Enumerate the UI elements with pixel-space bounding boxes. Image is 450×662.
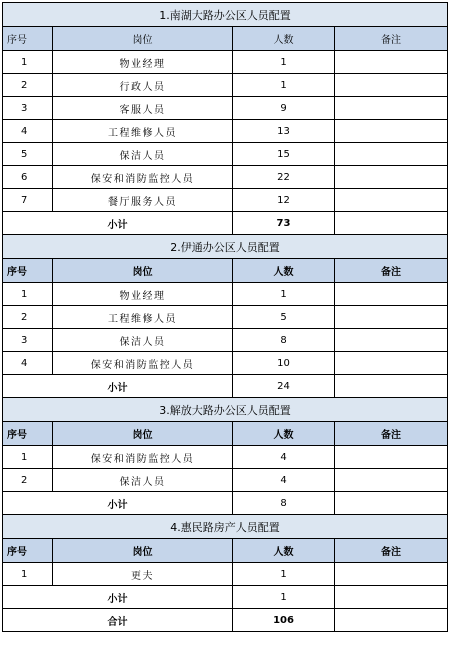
section-title: 2.伊通办公区人员配置 [3, 235, 448, 259]
subtotal-value: 73 [233, 212, 335, 235]
row-note [335, 283, 448, 306]
subtotal-value: 8 [233, 492, 335, 515]
grand-total-row [3, 609, 448, 632]
section-title: 1.南湖大路办公区人员配置 [3, 3, 448, 27]
column-header-num: 序号 [3, 259, 53, 283]
row-number: 3 [3, 97, 53, 120]
row-position: 餐厅服务人员 [53, 189, 233, 212]
row-number: 4 [3, 352, 53, 375]
row-note [335, 166, 448, 189]
column-header-row [3, 259, 448, 283]
column-header-count: 人数 [233, 422, 335, 446]
row-count: 12 [233, 189, 335, 212]
row-position: 物业经理 [53, 283, 233, 306]
table-row [3, 446, 448, 469]
subtotal-note [335, 375, 448, 398]
section-title-row [3, 515, 448, 539]
section-title: 4.惠民路房产人员配置 [3, 515, 448, 539]
row-count: 1 [233, 51, 335, 74]
table-row [3, 51, 448, 74]
row-note [335, 120, 448, 143]
row-count: 1 [233, 283, 335, 306]
row-number: 1 [3, 283, 53, 306]
row-position: 物业经理 [53, 51, 233, 74]
grand-total-value: 106 [233, 609, 335, 632]
column-header-count: 人数 [233, 539, 335, 563]
row-number: 4 [3, 120, 53, 143]
subtotal-note [335, 586, 448, 609]
row-count: 10 [233, 352, 335, 375]
row-number: 2 [3, 306, 53, 329]
row-position: 保洁人员 [53, 143, 233, 166]
staffing-table-body [3, 3, 448, 632]
column-header-note: 备注 [335, 422, 448, 446]
column-header-num: 序号 [3, 539, 53, 563]
row-position: 工程维修人员 [53, 306, 233, 329]
row-note [335, 469, 448, 492]
grand-total-note [335, 609, 448, 632]
row-count: 13 [233, 120, 335, 143]
row-position: 保洁人员 [53, 469, 233, 492]
subtotal-label: 小计 [3, 375, 233, 398]
column-header-position: 岗位 [53, 422, 233, 446]
subtotal-note [335, 212, 448, 235]
column-header-position: 岗位 [53, 259, 233, 283]
row-count: 4 [233, 469, 335, 492]
column-header-count: 人数 [233, 259, 335, 283]
section-title-row [3, 398, 448, 422]
staffing-table [2, 2, 448, 632]
table-row [3, 563, 448, 586]
subtotal-label: 小计 [3, 586, 233, 609]
row-position: 保安和消防监控人员 [53, 446, 233, 469]
subtotal-row [3, 586, 448, 609]
row-position: 行政人员 [53, 74, 233, 97]
section-title-row [3, 3, 448, 27]
row-note [335, 74, 448, 97]
column-header-row [3, 27, 448, 51]
grand-total-label: 合计 [3, 609, 233, 632]
column-header-row [3, 422, 448, 446]
column-header-position: 岗位 [53, 27, 233, 51]
column-header-note: 备注 [335, 259, 448, 283]
row-position: 保安和消防监控人员 [53, 166, 233, 189]
section-title: 3.解放大路办公区人员配置 [3, 398, 448, 422]
column-header-num: 序号 [3, 27, 53, 51]
row-number: 1 [3, 51, 53, 74]
row-number: 6 [3, 166, 53, 189]
row-count: 5 [233, 306, 335, 329]
column-header-row [3, 539, 448, 563]
row-count: 8 [233, 329, 335, 352]
table-row [3, 469, 448, 492]
column-header-note: 备注 [335, 539, 448, 563]
row-note [335, 446, 448, 469]
table-row [3, 97, 448, 120]
row-note [335, 352, 448, 375]
row-note [335, 51, 448, 74]
row-note [335, 563, 448, 586]
row-note [335, 143, 448, 166]
table-row [3, 143, 448, 166]
column-header-position: 岗位 [53, 539, 233, 563]
table-row [3, 329, 448, 352]
subtotal-row [3, 375, 448, 398]
table-row [3, 120, 448, 143]
row-count: 1 [233, 74, 335, 97]
subtotal-label: 小计 [3, 212, 233, 235]
row-count: 22 [233, 166, 335, 189]
subtotal-note [335, 492, 448, 515]
table-row [3, 189, 448, 212]
table-row [3, 306, 448, 329]
row-number: 7 [3, 189, 53, 212]
subtotal-row [3, 492, 448, 515]
row-number: 5 [3, 143, 53, 166]
subtotal-value: 24 [233, 375, 335, 398]
row-note [335, 329, 448, 352]
row-position: 保洁人员 [53, 329, 233, 352]
row-number: 1 [3, 446, 53, 469]
column-header-note: 备注 [335, 27, 448, 51]
table-row [3, 166, 448, 189]
table-row [3, 352, 448, 375]
row-note [335, 306, 448, 329]
subtotal-value: 1 [233, 586, 335, 609]
subtotal-row [3, 212, 448, 235]
row-note [335, 97, 448, 120]
row-position: 更夫 [53, 563, 233, 586]
row-number: 3 [3, 329, 53, 352]
row-position: 工程维修人员 [53, 120, 233, 143]
table-row [3, 283, 448, 306]
row-note [335, 189, 448, 212]
row-number: 2 [3, 469, 53, 492]
row-number: 2 [3, 74, 53, 97]
column-header-num: 序号 [3, 422, 53, 446]
section-title-row [3, 235, 448, 259]
row-number: 1 [3, 563, 53, 586]
row-count: 15 [233, 143, 335, 166]
row-count: 4 [233, 446, 335, 469]
subtotal-label: 小计 [3, 492, 233, 515]
row-position: 客服人员 [53, 97, 233, 120]
row-position: 保安和消防监控人员 [53, 352, 233, 375]
column-header-count: 人数 [233, 27, 335, 51]
table-row [3, 74, 448, 97]
row-count: 1 [233, 563, 335, 586]
row-count: 9 [233, 97, 335, 120]
